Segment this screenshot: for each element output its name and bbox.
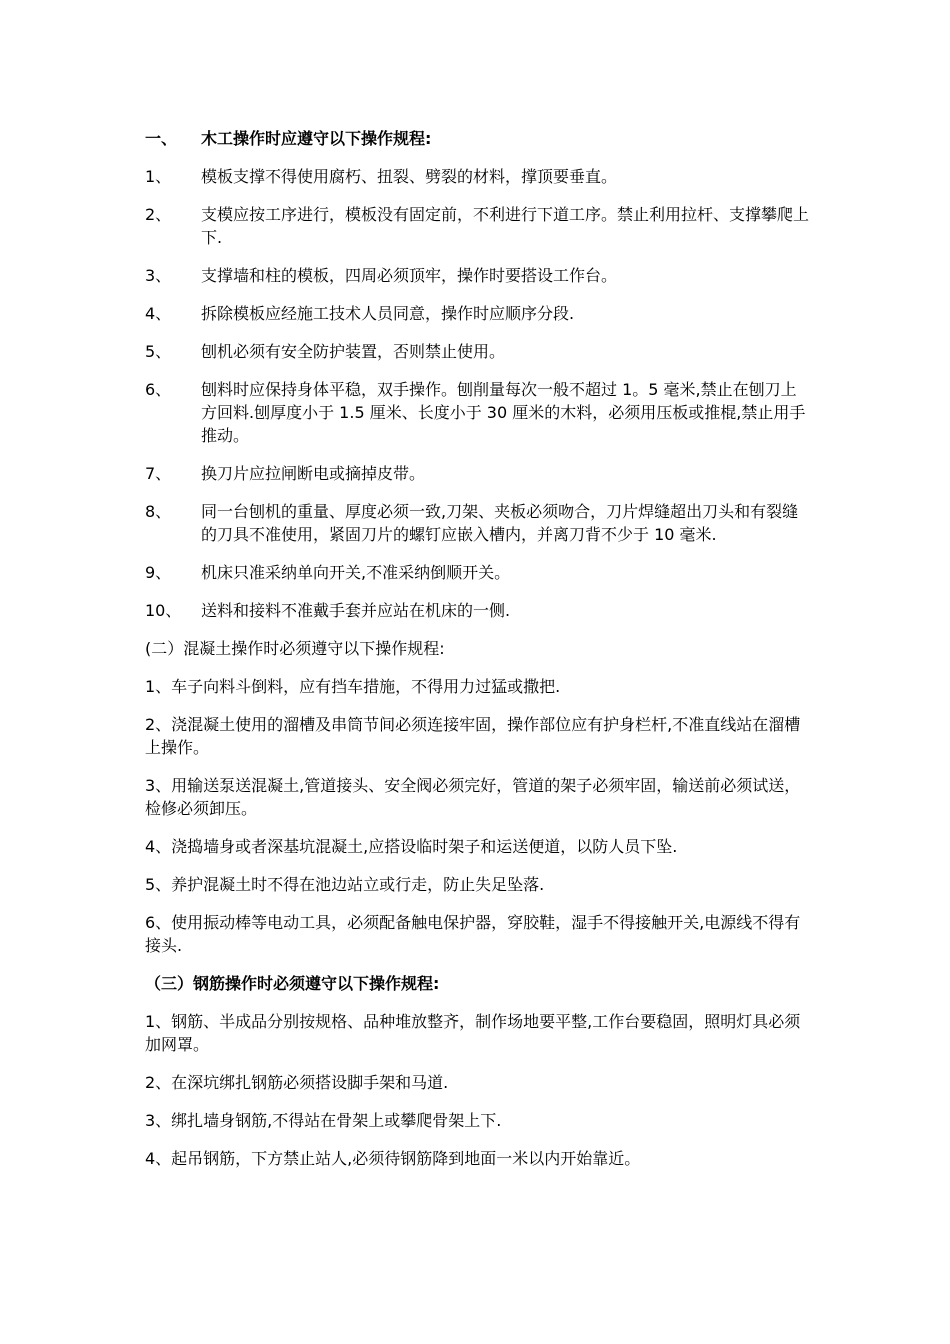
list-item — [145, 378, 810, 447]
list-item-number: 8、 — [145, 502, 172, 521]
list-item — [145, 302, 810, 325]
section1-heading — [145, 127, 810, 150]
list-item — [145, 500, 810, 546]
list-item-number: 5、 — [145, 342, 172, 361]
document-body — [145, 127, 810, 1185]
list-item-text: 换刀片应拉闸断电或摘掉皮带。 — [201, 464, 426, 483]
list-item-text: 支模应按工序进行，模板没有固定前，不利进行下道工序。禁止利用拉杆、支撑攀爬上下. — [201, 205, 810, 247]
list-item — [145, 264, 810, 287]
list-item: 4、起吊钢筋，下方禁止站人,必须待钢筋降到地面一米以内开始靠近。 — [145, 1149, 641, 1168]
list-item-number: 9、 — [145, 563, 172, 582]
list-item-text: 支撑墙和柱的模板，四周必须顶牢，操作时要搭设工作台。 — [201, 266, 618, 285]
list-item — [145, 462, 810, 485]
list-item: 2、浇混凝土使用的溜槽及串筒节间必须连接牢固，操作部位应有护身栏杆,不准直线站在溜槽上操作。 — [145, 715, 801, 757]
section1-title: 木工操作时应遵守以下操作规程: — [201, 129, 432, 148]
list-item: 5、养护混凝土时不得在池边站立或行走，防止失足坠落. — [145, 875, 545, 894]
list-item — [145, 561, 810, 584]
list-item-number: 1、 — [145, 167, 172, 186]
list-item: 4、浇捣墙身或者深基坑混凝土,应搭设临时架子和运送便道，以防人员下坠. — [145, 837, 678, 856]
list-item-number: 7、 — [145, 464, 172, 483]
list-item-text: 同一台刨机的重量、厚度必须一致,刀架、夹板必须吻合，刀片焊缝超出刀头和有裂缝的刀具不准使用，紧固刀片的螺钉应嵌入槽内，并离刀背不少于 10 毫米. — [201, 502, 799, 544]
list-item: 3、绑扎墙身钢筋,不得站在骨架上或攀爬骨架上下. — [145, 1111, 502, 1130]
list-item-text: 刨料时应保持身体平稳，双手操作。刨削量每次一般不超过 1。5 毫米,禁止在刨刀上方回料.刨厚度小于 1.5 厘米、长度小于 30 厘米的木料，必须用压板或推棍,禁止用手推动。 — [201, 380, 806, 445]
list-item: 1、钢筋、半成品分别按规格、品种堆放整齐，制作场地要平整,工作台要稳固，照明灯具必须加网罩。 — [145, 1012, 801, 1054]
section3-heading: （三）钢筋操作时必须遵守以下操作规程: — [145, 974, 440, 993]
list-item: 6、使用振动棒等电动工具，必须配备触电保护器，穿胶鞋，湿手不得接触开关,电源线不得有接头. — [145, 913, 801, 955]
list-item-number: 4、 — [145, 304, 172, 323]
list-item — [145, 165, 810, 188]
list-item: 2、在深坑绑扎钢筋必须搭设脚手架和马道. — [145, 1073, 449, 1092]
section1-number: 一、 — [145, 129, 178, 148]
list-item-text: 送料和接料不准戴手套并应站在机床的一侧. — [201, 601, 511, 620]
section2-heading: (二）混凝土操作时必须遵守以下操作规程: — [145, 639, 445, 658]
list-item: 3、用输送泵送混凝土,管道接头、安全阀必须完好，管道的架子必须牢固，输送前必须试送，检修必须卸压。 — [145, 776, 801, 818]
list-item — [145, 599, 810, 622]
list-item-number: 6、 — [145, 380, 172, 399]
list-item-number: 10、 — [145, 601, 182, 620]
list-item-text: 拆除模板应经施工技术人员同意，操作时应顺序分段. — [201, 304, 575, 323]
list-item — [145, 203, 810, 249]
list-item-number: 3、 — [145, 266, 172, 285]
list-item — [145, 340, 810, 363]
list-item: 1、车子向料斗倒料，应有挡车措施，不得用力过猛或撒把. — [145, 677, 561, 696]
list-item-number: 2、 — [145, 205, 172, 224]
list-item-text: 模板支撑不得使用腐朽、扭裂、劈裂的材料，撑顶要垂直。 — [201, 167, 618, 186]
list-item-text: 刨机必须有安全防护装置，否则禁止使用。 — [201, 342, 506, 361]
list-item-text: 机床只准采纳单向开关,不准采纳倒顺开关。 — [201, 563, 511, 582]
